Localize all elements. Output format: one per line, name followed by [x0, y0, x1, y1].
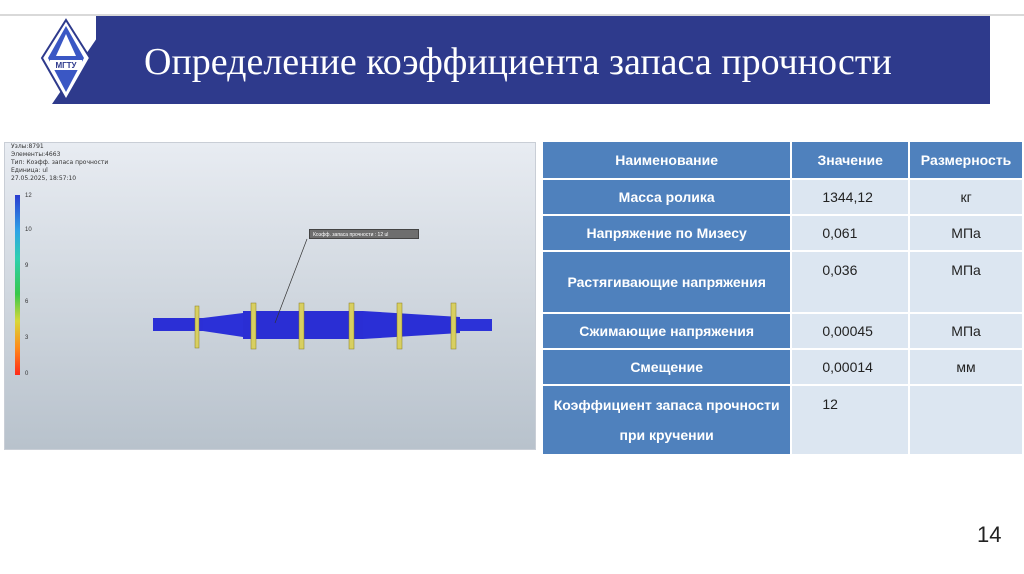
table-row: [543, 215, 1023, 251]
row-unit: кг: [909, 179, 1023, 215]
fea-result-viewer: [4, 142, 536, 450]
info-line: Элементы:4663: [11, 151, 61, 158]
row-name: Растягивающие напряжения: [543, 251, 791, 313]
top-rule: [0, 14, 1024, 16]
row-name: Напряжение по Мизесу: [543, 215, 791, 251]
legend-label: 6: [25, 299, 29, 305]
row-value: 0,061: [791, 215, 909, 251]
table-row: [543, 385, 1023, 455]
row-name: Смещение: [543, 349, 791, 385]
info-line: Тип: Коэфф. запаса прочности: [11, 159, 109, 166]
page-number: 14: [977, 522, 1002, 547]
results-table: [543, 142, 1024, 456]
table-row: [543, 313, 1023, 349]
row-unit: [909, 385, 1023, 455]
row-value: 0,036: [791, 251, 909, 313]
model-info: [11, 143, 108, 183]
info-line: 27.05.2025, 18:57:10: [11, 175, 77, 182]
table-row: [543, 179, 1023, 215]
row-value: 1344,12: [791, 179, 909, 215]
info-line: Узлы:8791: [11, 143, 44, 150]
row-name: Сжимающие напряжения: [543, 313, 791, 349]
row-value: 0,00014: [791, 349, 909, 385]
legend-label: 12: [25, 193, 32, 199]
row-name: Коэффициент запаса прочности при кручении: [543, 385, 791, 455]
legend-label: 3: [25, 335, 29, 341]
column-header: Наименование: [543, 142, 791, 179]
column-header: Значение: [791, 142, 909, 179]
row-name: Масса ролика: [543, 179, 791, 215]
legend-label: 10: [25, 227, 32, 233]
column-header: Размерность: [909, 142, 1023, 179]
row-unit: мм: [909, 349, 1023, 385]
row-unit: МПа: [909, 215, 1023, 251]
legend-label: 0: [25, 371, 29, 377]
legend-label: 9: [25, 263, 29, 269]
slide-title: Определение коэффициента запаса прочности: [144, 41, 892, 83]
row-value: 12: [791, 385, 909, 455]
logo-text: МГТУ: [55, 61, 77, 70]
info-line: Единица: ul: [11, 167, 48, 174]
row-unit: МПа: [909, 313, 1023, 349]
probe-callout: Коэфф. запаса прочности : 12 ul: [309, 229, 419, 239]
row-value: 0,00045: [791, 313, 909, 349]
table-row: [543, 349, 1023, 385]
shaft-model: [5, 143, 535, 449]
row-unit: МПа: [909, 251, 1023, 313]
table-header-row: [543, 142, 1023, 179]
table-row: [543, 251, 1023, 313]
color-legend-bar: [15, 195, 20, 375]
university-logo: [40, 18, 92, 102]
